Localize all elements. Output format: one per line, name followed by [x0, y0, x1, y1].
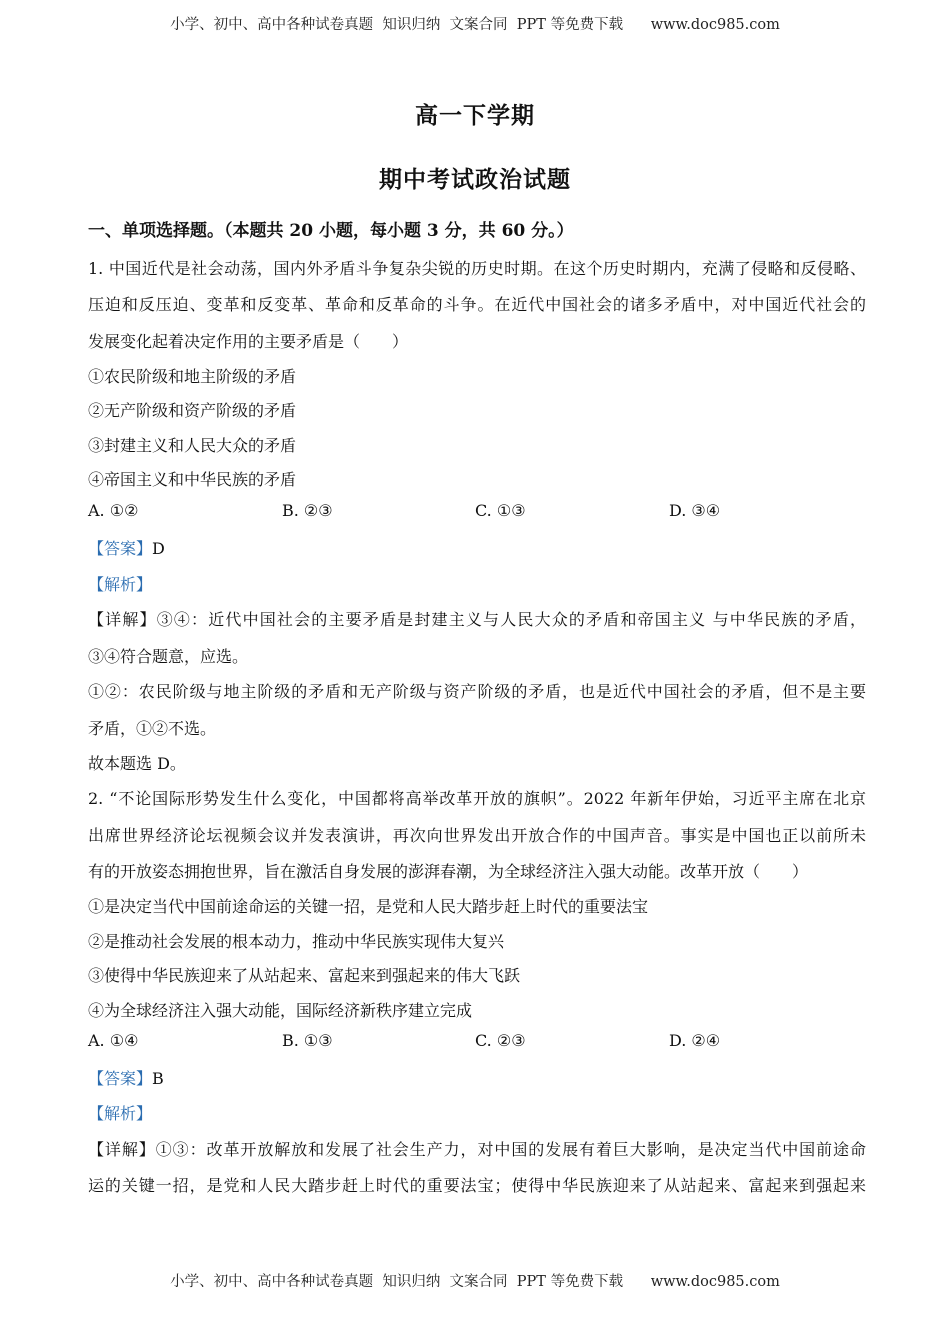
doc-title-line2: 期中考试政治试题 — [379, 166, 571, 193]
q2-stem-line: 有的开放姿态拥抱世界，旨在激活自身发展的澎湃春潮，为全球经济注入强大动能。改革开放（ ） — [88, 862, 809, 881]
q1-detail-line: ①②：农民阶级与地主阶级的矛盾和无产阶级与资产阶级的矛盾，也是近代中国社会的矛盾，但不是主要 — [88, 682, 866, 701]
q1-detail-line: ③④符合题意，应选。 — [88, 647, 249, 666]
q1-analysis-label: 【解析】 — [88, 575, 153, 594]
q2-analysis-label: 【解析】 — [88, 1104, 153, 1123]
q2-item: ④为全球经济注入强大动能，国际经济新秩序建立完成 — [88, 1001, 473, 1020]
q2-item: ①是决定当代中国前途命运的关键一招，是党和人民大踏步赶上时代的重要法宝 — [88, 897, 649, 916]
q1-detail-line: 【详解】③④：近代中国社会的主要矛盾是封建主义与人民大众的矛盾和帝国主义 与中华民族的矛盾， — [88, 610, 866, 629]
q2-option-b: B. ①③ — [282, 1031, 333, 1050]
answer-label: 【答案】 — [88, 539, 153, 558]
q1-item: ②无产阶级和资产阶级的矛盾 — [88, 401, 297, 420]
q1-answer — [88, 536, 165, 559]
q1-option-d: D. ③④ — [669, 501, 721, 520]
section-heading: 一、单项选择题。（本题共 20 小题，每小题 3 分，共 60 分。） — [88, 221, 574, 241]
q2-option-c: C. ②③ — [475, 1031, 526, 1050]
q2-detail-line: 【详解】①③：改革开放解放和发展了社会生产力，对中国的发展有着巨大影响，是决定当代中国前途命 — [88, 1140, 866, 1159]
q1-item: ①农民阶级和地主阶级的矛盾 — [88, 367, 297, 386]
q2-stem-line: 2. “不论国际形势发生什么变化，中国都将高举改革开放的旗帜”。2022 年新年伊始，习近平主席在北京 — [88, 789, 866, 808]
q1-detail-line: 故本题选 D。 — [88, 754, 186, 773]
doc-title-line1: 高一下学期 — [415, 102, 535, 129]
answer-label: 【答案】 — [88, 1069, 153, 1088]
q1-item: ③封建主义和人民大众的矛盾 — [88, 436, 297, 455]
q1-option-a: A. ①② — [88, 501, 139, 520]
q2-item: ②是推动社会发展的根本动力，推动中华民族实现伟大复兴 — [88, 932, 505, 951]
q1-item: ④帝国主义和中华民族的矛盾 — [88, 470, 297, 489]
q1-detail-line: 矛盾，①②不选。 — [88, 719, 217, 738]
answer-value: D — [152, 539, 165, 558]
answer-value: B — [152, 1069, 164, 1088]
q2-item: ③使得中华民族迎来了从站起来、富起来到强起来的伟大飞跃 — [88, 966, 521, 985]
q2-stem-line: 出席世界经济论坛视频会议并发表演讲，再次向世界发出开放合作的中国声音。事实是中国也正以前所未 — [88, 826, 866, 845]
q2-option-a: A. ①④ — [88, 1031, 139, 1050]
page-footer: 小学、初中、高中各种试卷真题 知识归纳 文案合同 PPT 等免费下载 www.doc985.com — [170, 1274, 780, 1290]
q1-option-b: B. ②③ — [282, 501, 333, 520]
q2-option-d: D. ②④ — [669, 1031, 721, 1050]
q2-detail-line: 运的关键一招，是党和人民大踏步赶上时代的重要法宝；使得中华民族迎来了从站起来、富起来到强起来 — [88, 1176, 866, 1195]
q2-answer — [88, 1066, 164, 1089]
q1-stem-line: 发展变化起着决定作用的主要矛盾是（ ） — [88, 332, 409, 351]
q1-stem-line: 压迫和反压迫、变革和反变革、革命和反革命的斗争。在近代中国社会的诸多矛盾中，对中国近代社会的 — [88, 295, 866, 314]
page-header: 小学、初中、高中各种试卷真题 知识归纳 文案合同 PPT 等免费下载 www.doc985.com — [170, 17, 780, 33]
q1-stem-line: 1. 中国近代是社会动荡，国内外矛盾斗争复杂尖锐的历史时期。在这个历史时期内，充满了侵略和反侵略、 — [88, 259, 866, 278]
q1-option-c: C. ①③ — [475, 501, 526, 520]
